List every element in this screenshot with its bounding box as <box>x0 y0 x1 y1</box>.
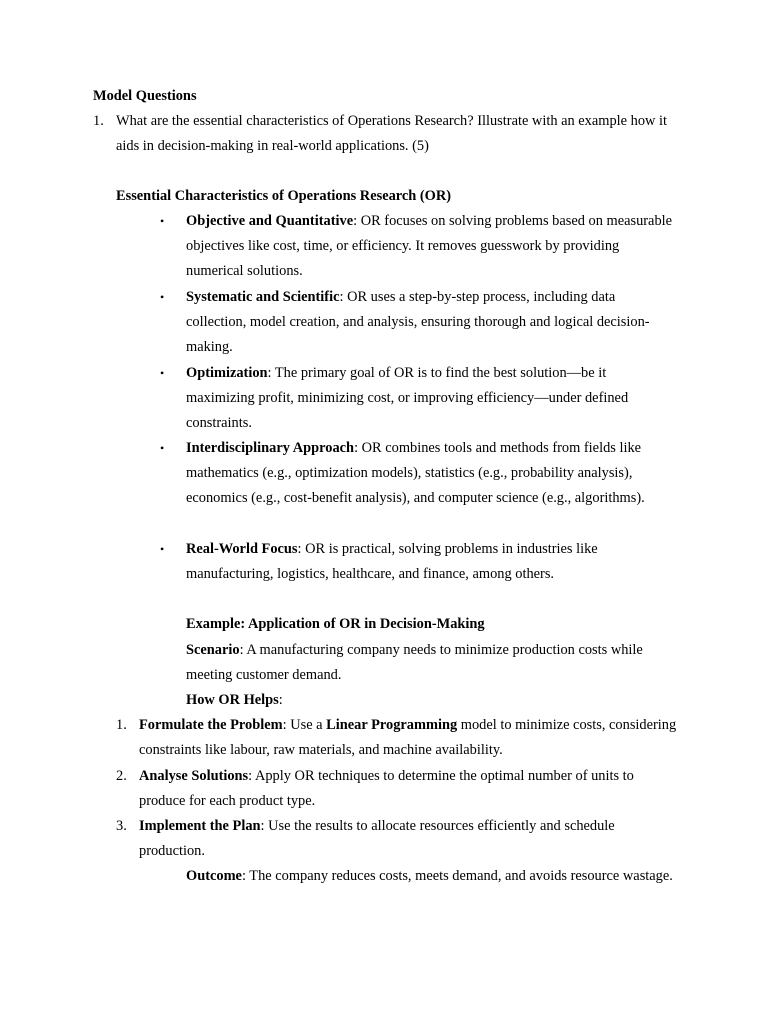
bullet-icon: • <box>160 290 165 304</box>
example-title: Example: Application of OR in Decision-Making <box>186 616 485 632</box>
outcome: Outcome: The company reduces costs, meets demand, and avoids resource wastage. <box>186 868 673 884</box>
scenario: Scenario: A manufacturing company needs to minimize production costs while meeting customer demand. <box>186 642 643 684</box>
step-item: Implement the Plan: Use the results to allocate resources efficiently and schedule production. <box>139 818 615 860</box>
characteristic-item: Objective and Quantitative: OR focuses on solving problems based on measurable objectives like cost, time, or efficiency. It removes guesswork by providing numerical solutions. <box>186 213 673 280</box>
characteristic-item: Real-World Focus: OR is practical, solving problems in industries like manufacturing, logistics, healthcare, and finance, among others. <box>186 541 598 583</box>
step-item: Formulate the Problem: Use a Linear Programming model to minimize costs, considering constraints like labour, raw materials, and machine availability. <box>139 717 677 759</box>
step-item: Analyse Solutions: Apply OR techniques to determine the optimal number of units to produce for each product type. <box>139 768 634 810</box>
how-or-helps: How OR Helps: <box>186 692 283 708</box>
step-number: 1. <box>116 717 127 733</box>
step-number: 3. <box>116 818 127 834</box>
characteristic-item: Optimization: The primary goal of OR is to find the best solution—be it maximizing profit, minimizing cost, or improving efficiency—under defined constraints. <box>186 365 629 432</box>
characteristic-item: Interdisciplinary Approach: OR combines tools and methods from fields like mathematics (e.g., optimization models), statistics (e.g., probability analysis), economics (e.g., cost-benefit analysis), and computer science (e.g., algorithms). <box>186 440 645 507</box>
characteristics-title: Essential Characteristics of Operations Research (OR) <box>116 188 452 204</box>
bullet-icon: • <box>160 214 165 228</box>
step-number: 2. <box>116 768 127 784</box>
page-heading: Model Questions <box>93 88 197 104</box>
bullet-icon: • <box>160 366 165 380</box>
question-number: 1. <box>93 113 104 129</box>
bullet-icon: • <box>160 441 165 455</box>
characteristic-item: Systematic and Scientific: OR uses a step-by-step process, including data collection, model creation, and analysis, ensuring thorough and logical decision-making. <box>186 289 650 356</box>
bullet-icon: • <box>160 542 165 556</box>
question-text: What are the essential characteristics of Operations Research? Illustrate with an example how it aids in decision-making in real-world applications. (5) <box>116 113 668 155</box>
